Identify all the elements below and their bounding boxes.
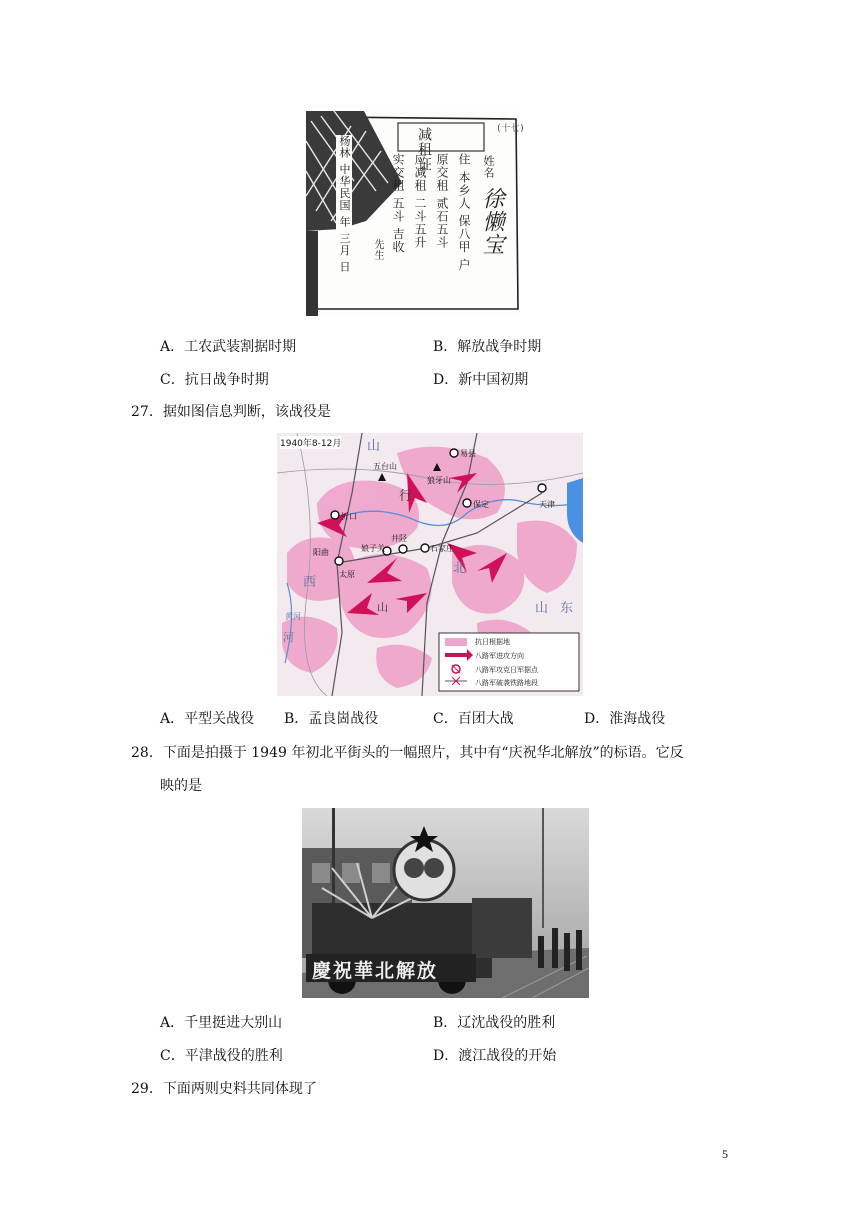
map-wutaishan: 五台山 [373,462,397,471]
option-letter: B． [433,1015,458,1031]
question-text: 下面是拍摄于 1949 年初北平街头的一幅照片，其中有“庆祝华北解放”的标语。它反 [162,745,684,761]
option-letter: D． [433,372,459,388]
map-niangziguan: 娘子关 [361,544,385,553]
map-legend-attack: 八路军进攻方向 [475,652,524,660]
option-text: 淮海战役 [609,711,666,727]
svg-text:(十七): (十七) [496,124,525,134]
map-label-bei: 北 [453,561,467,576]
q27-option-a[interactable] [160,710,254,728]
map-label-he: 河 [283,631,294,644]
map-legend-base: 抗日根据地 [475,638,510,646]
map-yangqu: 阳曲 [313,548,329,557]
option-letter: B． [433,339,458,355]
certificate-title: 减租证 [416,127,432,172]
option-text: 辽沈战役的胜利 [457,1015,556,1031]
certificate-address: 住 本乡人 保八甲 户 [457,153,471,272]
map-label-xi: 西 [303,575,317,590]
map-legend-captured: 八路军攻克日军据点 [475,666,538,674]
question-number: 29． [131,1081,163,1097]
map-label-dong: 东 [560,601,574,616]
q29-stem [131,1080,317,1098]
option-text: 孟良崮战役 [308,711,379,727]
option-letter: D． [433,1048,459,1064]
q27-stem [131,403,331,421]
map-jingxing: 井陉 [391,534,407,543]
option-letter: C． [160,372,185,388]
option-letter: A． [160,1015,185,1031]
certificate-reduced-rent: 应减租 二斗五升 [413,153,427,249]
q26-option-d[interactable] [433,371,528,389]
option-text: 平津战役的胜利 [184,1048,283,1064]
option-text: 千里挺进大别山 [184,1015,283,1031]
q26-option-a[interactable] [160,338,296,356]
q28-option-a[interactable] [160,1014,282,1032]
map-date: 1940年8-12月 [280,436,341,449]
q26-option-c[interactable] [160,371,269,389]
certificate-sir: 先生 [372,239,383,261]
option-text: 渡江战役的开始 [458,1048,557,1064]
certificate-name-label: 姓名 [482,155,495,179]
map-langyashan: 狼牙山 [427,476,451,485]
option-text: 工农武装割据时期 [184,339,297,355]
map-graphic [277,433,583,696]
option-letter: A． [160,339,185,355]
q27-option-b[interactable] [284,710,378,728]
certificate-name: 徐懒宝 [479,187,504,256]
map-label-xing: 行 [399,489,413,504]
map-label-shan2: 山 [377,601,388,614]
map-xinkou: 忻口 [341,512,357,521]
option-letter: C． [433,711,458,727]
map-legend-railway: 八路军破袭铁路地段 [475,679,538,687]
q28-stem-line1 [131,744,684,762]
q26-option-b[interactable] [433,338,541,356]
q28-option-d[interactable] [433,1047,556,1065]
q28-option-c[interactable] [160,1047,283,1065]
q27-option-d[interactable] [584,710,665,728]
q28-option-b[interactable] [433,1014,555,1032]
rent-reduction-certificate-image [306,111,525,316]
page-number: 5 [722,1147,728,1161]
map-shijiazhuang: 石家庄 [430,544,454,553]
option-letter: A． [160,711,185,727]
map-yixian: 易县 [460,449,476,458]
map-label-shan3: 山 [535,601,549,616]
certificate-original-rent: 原交租 贰石五斗 [435,153,449,249]
option-text: 抗日战争时期 [184,372,269,388]
option-text: 平型关战役 [184,711,255,727]
option-text: 新中国初期 [458,372,529,388]
option-letter: C． [160,1048,185,1064]
option-letter: B． [284,711,309,727]
beiping-parade-photo [302,808,589,998]
option-text: 解放战争时期 [457,339,542,355]
map-tianjin: 天津 [539,500,555,509]
certificate-side-text: 杨林 中华民国 年 三月 日 [338,135,351,273]
question-number: 27． [131,404,163,420]
question-number: 28． [131,745,163,761]
map-taiyuan: 太原 [339,570,355,579]
hundred-regiments-map [277,433,583,696]
q28-stem-line2: 映的是 [160,778,202,794]
question-text: 据如图信息判断，该战役是 [162,404,331,420]
certificate-actual-rent: 实交租 五斗 吉收 [391,153,405,254]
q27-option-c[interactable] [433,710,514,728]
map-huanghe: 黄河 [285,612,301,621]
photo-banner-text: 慶祝華北解放 [312,960,439,982]
map-baoding: 保定 [473,500,489,509]
map-label-shan1: 山 [367,439,381,454]
option-text: 百团大战 [457,711,514,727]
option-letter: D． [584,711,610,727]
question-text: 下面两则史料共同体现了 [162,1081,317,1097]
